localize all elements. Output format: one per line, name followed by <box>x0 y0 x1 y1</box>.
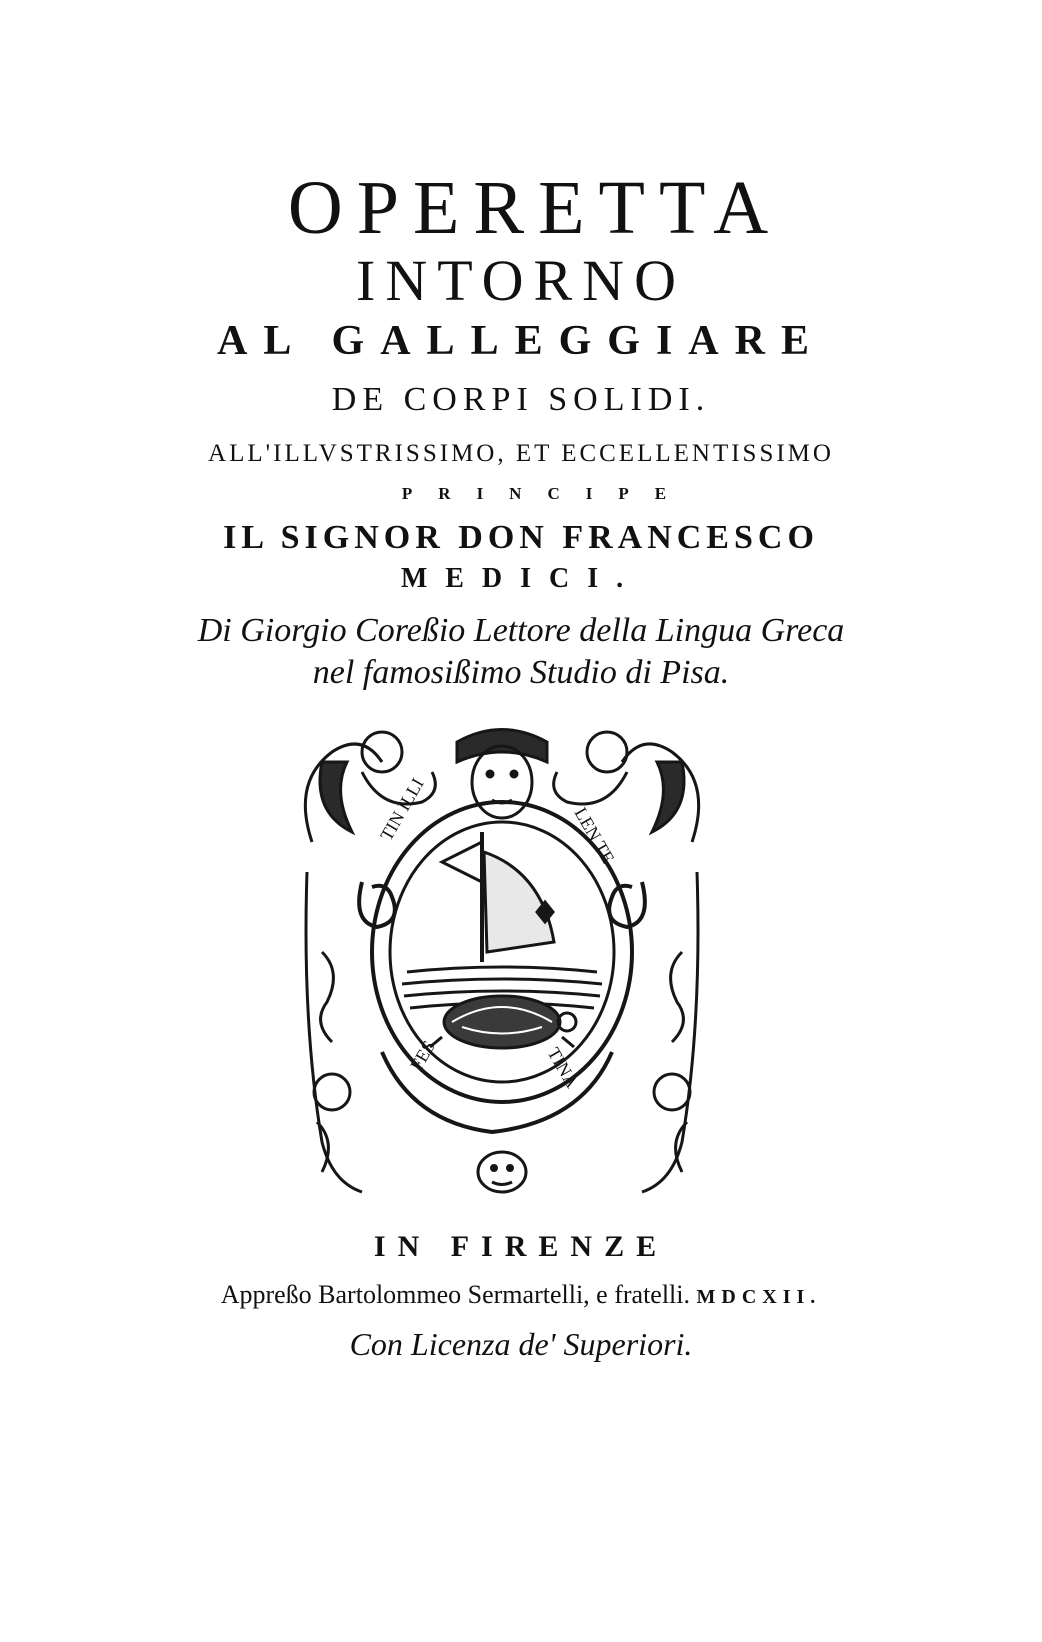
emblem-banner-bottom-right: TINA <box>543 1044 583 1092</box>
imprint-city: IN FIRENZE <box>373 1230 669 1263</box>
emblem-banner-left: TIN ILLI <box>376 774 428 844</box>
imprint-license: Con Licenza de' Superiori. <box>349 1326 693 1362</box>
title-line-intorno: INTORNO <box>356 248 686 313</box>
author-line-1: Di Giorgio Coreßio Lettore della Lingua Greca <box>197 612 845 649</box>
title-line-corpi-solidi: DE CORPI SOLIDI. <box>331 381 711 418</box>
imprint-printer: Appreßo Bartolommeo Sermartelli, e fratelli. <box>220 1280 690 1309</box>
imprint-year: MDCXII. <box>696 1286 822 1308</box>
dedication-line-1: ALL'ILLVSTRISSIMO, ET ECCELLENTISSIMO <box>208 440 834 467</box>
author-line-2: nel famosißimo Studio di Pisa. <box>312 654 730 691</box>
emblem-banner-bottom-left: FES <box>406 1037 439 1074</box>
printer-emblem-woodcut <box>292 722 712 1198</box>
dedication-line-medici: MEDICI. <box>400 563 642 594</box>
dedication-line-francesco: IL SIGNOR DON FRANCESCO <box>223 519 819 556</box>
title-line-galleggiare: AL GALLEGGIARE <box>217 318 825 364</box>
imprint-printer-line <box>0 1282 1042 1308</box>
dedication-line-principe: PRINCIPE <box>401 484 693 503</box>
title-line-operetta: OPERETTA <box>287 166 783 250</box>
emblem-banner-right: LEN TE <box>570 804 619 867</box>
